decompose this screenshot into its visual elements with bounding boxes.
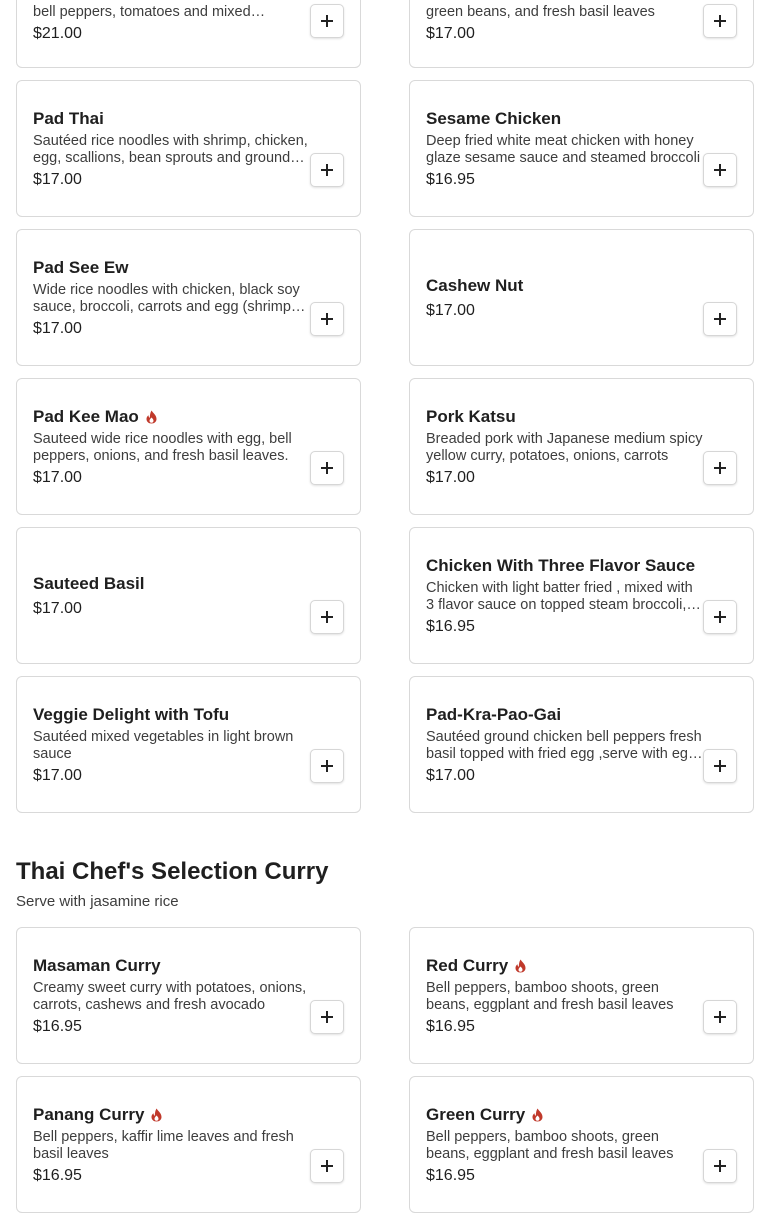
menu-item-info [426,81,703,216]
add-to-cart-button[interactable] [310,1000,344,1034]
plus-icon [714,1160,726,1172]
add-to-cart-button[interactable] [310,451,344,485]
plus-icon [321,1011,333,1023]
menu-item-card[interactable] [16,378,361,515]
menu-item-description: Sautéed rice noodles with shrimp, chicken, egg, scallions, bean sprouts and ground [33,132,308,166]
menu-item-price: $17.00 [426,25,475,42]
menu-item-info [426,230,703,365]
menu-item-description: Sautéed ground chicken bell peppers fresh basil topped with fried egg ,serve with egg [426,728,702,762]
add-to-cart-button[interactable] [310,4,344,38]
curry-section-header [16,856,328,912]
menu-item-price: $16.95 [33,1166,82,1184]
menu-item-info [33,81,310,216]
plus-icon [321,15,333,27]
menu-item-card[interactable] [16,0,361,68]
menu-item-description: Creamy sweet curry with potatoes, onions, carrots, cashews and fresh avocado [33,979,307,1013]
menu-item-description: Chicken with light batter fried , mixed with 3 flavor sauce on topped steam broccoli, [426,579,693,613]
menu-item-price: $17.00 [33,599,82,617]
menu-item-name-text: Masaman Curry [33,955,161,975]
menu-item-description: Bell peppers, bamboo shoots, green beans, eggplant and fresh basil leaves [426,979,674,1013]
menu-item-info [426,677,703,812]
add-to-cart-button[interactable] [703,1000,737,1034]
menu-item-card[interactable] [409,1076,754,1213]
menu-item-name [33,573,310,595]
menu-item-name-text: Pad Thai [33,108,104,128]
plus-icon [321,164,333,176]
menu-item-price: $16.95 [426,1017,475,1035]
add-to-cart-button[interactable] [703,153,737,187]
menu-item-name [426,108,703,130]
menu-item-name-text: Cashew Nut [426,275,524,295]
menu-item-price: $17.00 [33,468,82,486]
menu-item-price: $17.00 [426,468,475,486]
menu-item-price: $16.95 [426,1166,475,1184]
menu-item-card[interactable] [409,378,754,515]
add-to-cart-button[interactable] [310,302,344,336]
menu-item-name [426,555,703,577]
menu-item-card[interactable] [16,527,361,664]
menu-item-name-text: Red Curry [426,955,509,975]
menu-items-grid [16,0,754,813]
menu-item-name-text: Sesame Chicken [426,108,562,128]
menu-item-name-text: Chicken With Three Flavor Sauce [426,555,696,575]
menu-item-info [33,528,310,663]
menu-item-price: $17.00 [33,766,82,784]
plus-icon [714,611,726,623]
add-to-cart-button[interactable] [703,1149,737,1183]
menu-item-card[interactable] [409,0,754,68]
menu-item-description: Wide rice noodles with chicken, black soy sauce, broccoli, carrots and egg (shrimp [33,281,300,315]
menu-item-card[interactable] [16,1076,361,1213]
menu-item-card[interactable] [409,527,754,664]
menu-item-info [33,0,310,67]
spicy-icon [145,410,158,424]
menu-item-name [33,406,310,428]
menu-item-name-text: Veggie Delight with Tofu [33,704,230,724]
plus-icon [714,760,726,772]
plus-icon [714,15,726,27]
menu-item-card[interactable] [16,229,361,366]
add-to-cart-button[interactable] [703,749,737,783]
menu-item-info [33,928,310,1063]
menu-item-info [33,677,310,812]
plus-icon [321,611,333,623]
add-to-cart-button[interactable] [310,153,344,187]
menu-item-name [426,1104,703,1126]
menu-item-card[interactable] [409,80,754,217]
menu-item-info [426,928,703,1063]
menu-item-description: Bell peppers, bamboo shoots, green beans, eggplant and fresh basil leaves [426,1128,674,1162]
plus-icon [321,760,333,772]
add-to-cart-button[interactable] [703,4,737,38]
menu-item-card[interactable] [409,927,754,1064]
menu-item-name [426,406,703,428]
menu-item-name-text: Pad See Ew [33,257,129,277]
menu-item-name [426,955,703,977]
plus-icon [321,462,333,474]
menu-item-price: $16.95 [426,170,475,188]
menu-item-price: $17.00 [33,170,82,188]
curry-items-grid [16,927,754,1213]
menu-item-name-text: Sauteed Basil [33,573,145,593]
menu-item-name [33,955,310,977]
menu-item-description: green beans, and fresh basil leaves [426,4,655,20]
menu-item-info [426,528,703,663]
add-to-cart-button[interactable] [310,1149,344,1183]
menu-item-name-text: Green Curry [426,1104,526,1124]
add-to-cart-button[interactable] [703,451,737,485]
section-subtitle: Serve with jasamine rice [16,893,179,910]
add-to-cart-button[interactable] [703,302,737,336]
menu-item-name [33,257,310,279]
menu-item-info [426,1077,703,1212]
menu-item-name-text: Pad Kee Mao [33,406,139,426]
menu-item-name [33,1104,310,1126]
menu-item-price: $17.00 [426,301,475,319]
menu-item-info [33,1077,310,1212]
menu-item-card[interactable] [409,229,754,366]
add-to-cart-button[interactable] [703,600,737,634]
menu-item-card[interactable] [16,676,361,813]
menu-item-price: $16.95 [33,1017,82,1035]
menu-item-name [426,704,703,726]
menu-item-name [33,704,310,726]
spicy-icon [514,959,527,973]
plus-icon [714,164,726,176]
menu-item-description: Deep fried white meat chicken with honey glaze sesame sauce and steamed broccoli [426,132,701,166]
plus-icon [321,313,333,325]
menu-item-info [426,379,703,514]
menu-item-price: $17.00 [426,766,475,784]
plus-icon [714,313,726,325]
menu-item-info [33,379,310,514]
menu-item-name [33,108,310,130]
menu-item-name-text: Panang Curry [33,1104,145,1124]
menu-item-card[interactable] [409,676,754,813]
menu-item-price: $16.95 [426,617,475,635]
menu-item-info [426,0,703,67]
menu-item-description: Breaded pork with Japanese medium spicy yellow curry, potatoes, onions, carrots [426,430,703,464]
plus-icon [714,1011,726,1023]
menu-item-card[interactable] [16,927,361,1064]
section-title: Thai Chef's Selection Curry [16,858,329,885]
menu-item-info [33,230,310,365]
menu-item-description: bell peppers, tomatoes and mixed… [33,4,266,20]
menu-item-description: Sauteed wide rice noodles with egg, bell peppers, onions, and fresh basil leaves. [33,430,292,464]
menu-item-description: Sautéed mixed vegetables in light brown sauce [33,728,294,762]
add-to-cart-button[interactable] [310,600,344,634]
spicy-icon [150,1108,163,1122]
menu-item-price: $21.00 [33,25,82,42]
menu-item-name-text: Pad-Kra-Pao-Gai [426,704,562,724]
menu-item-price: $17.00 [33,319,82,337]
plus-icon [714,462,726,474]
menu-item-card[interactable] [16,80,361,217]
menu-item-name [426,275,703,297]
menu-item-name-text: Pork Katsu [426,406,516,426]
plus-icon [321,1160,333,1172]
spicy-icon [531,1108,544,1122]
menu-item-description: Bell peppers, kaffir lime leaves and fresh basil leaves [33,1128,294,1162]
add-to-cart-button[interactable] [310,749,344,783]
